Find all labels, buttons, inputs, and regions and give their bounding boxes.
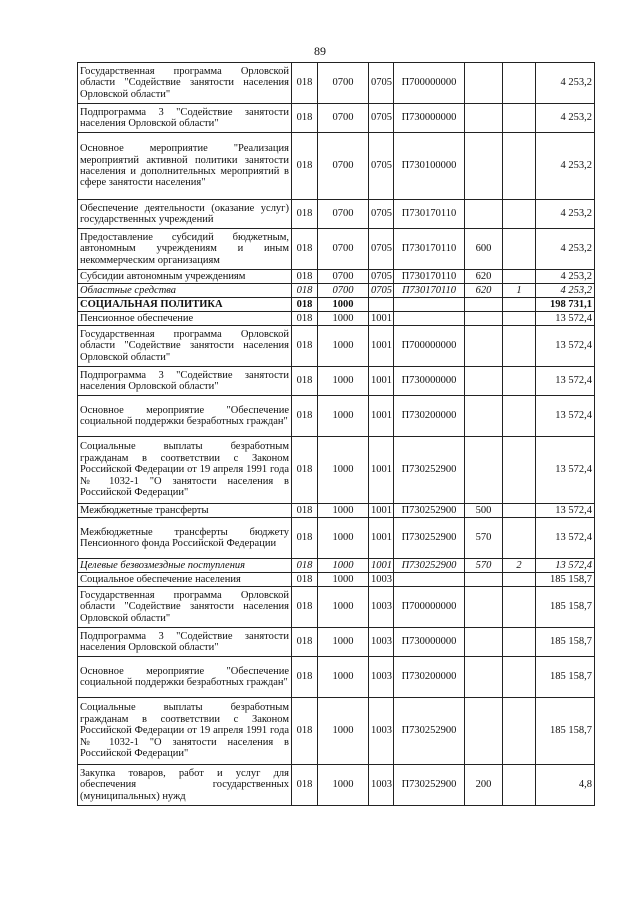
row-expense-type: 620 (465, 270, 503, 284)
row-name: Основное мероприятие "Обеспечение социальной поддержки безработных граждан" (78, 657, 292, 698)
row-funding-source: 2 (503, 559, 536, 573)
row-funding-source (503, 587, 536, 628)
row-expense-type (465, 63, 503, 104)
row-name: Обеспечение деятельности (оказание услуг) государственных учреждений (78, 200, 292, 229)
table-row (78, 63, 595, 104)
row-amount: 13 572,4 (536, 396, 595, 437)
row-expense-type: 600 (465, 229, 503, 270)
row-target-article: П700000000 (394, 326, 465, 367)
row-target-article: П730170110 (394, 270, 465, 284)
row-section-code: 1000 (318, 698, 369, 765)
row-subsection-code: 1003 (369, 587, 394, 628)
row-expense-type (465, 437, 503, 504)
row-expense-type (465, 573, 503, 587)
row-section-code: 1000 (318, 518, 369, 559)
row-ministry-code: 018 (292, 396, 318, 437)
table-row (78, 270, 595, 284)
row-subsection-code: 0705 (369, 270, 394, 284)
row-subsection-code: 1003 (369, 657, 394, 698)
table-row (78, 698, 595, 765)
row-name: Основное мероприятие "Реализация мероприятий активной политики занятости населения и дополнительных мероприятий в сфере занятости населения" (78, 133, 292, 200)
row-subsection-code: 1001 (369, 396, 394, 437)
row-name: Пенсионное обеспечение (78, 312, 292, 326)
row-funding-source (503, 63, 536, 104)
row-amount: 198 731,1 (536, 298, 595, 312)
row-target-article: П730000000 (394, 628, 465, 657)
row-subsection-code: 1003 (369, 765, 394, 806)
row-target-article: П730252900 (394, 698, 465, 765)
row-subsection-code: 1001 (369, 312, 394, 326)
row-amount: 4 253,2 (536, 284, 595, 298)
row-ministry-code: 018 (292, 298, 318, 312)
row-funding-source (503, 628, 536, 657)
row-target-article (394, 573, 465, 587)
table-row (78, 326, 595, 367)
row-amount: 185 158,7 (536, 573, 595, 587)
row-funding-source (503, 518, 536, 559)
table-row (78, 133, 595, 200)
row-amount: 4 253,2 (536, 270, 595, 284)
row-target-article: П730252900 (394, 765, 465, 806)
row-section-code: 1000 (318, 326, 369, 367)
row-section-code: 1000 (318, 765, 369, 806)
row-name: Подпрограмма 3 "Содействие занятости населения Орловской области" (78, 367, 292, 396)
row-subsection-code: 1001 (369, 367, 394, 396)
row-section-code: 0700 (318, 133, 369, 200)
page-number: 89 (314, 44, 326, 58)
row-funding-source (503, 104, 536, 133)
row-funding-source (503, 657, 536, 698)
row-section-code: 0700 (318, 104, 369, 133)
row-section-code: 1000 (318, 367, 369, 396)
row-section-code: 0700 (318, 63, 369, 104)
row-target-article: П730200000 (394, 657, 465, 698)
row-expense-type (465, 628, 503, 657)
row-funding-source (503, 298, 536, 312)
row-funding-source (503, 200, 536, 229)
row-amount: 13 572,4 (536, 437, 595, 504)
row-name: Основное мероприятие "Обеспечение социальной поддержки безработных граждан" (78, 396, 292, 437)
row-expense-type: 500 (465, 504, 503, 518)
row-ministry-code: 018 (292, 270, 318, 284)
table-row (78, 628, 595, 657)
row-expense-type (465, 298, 503, 312)
row-subsection-code: 1001 (369, 504, 394, 518)
row-expense-type (465, 326, 503, 367)
row-subsection-code: 1003 (369, 573, 394, 587)
row-target-article: П730252900 (394, 559, 465, 573)
table-row (78, 437, 595, 504)
row-name: Государственная программа Орловской области "Содействие занятости населения Орловской области" (78, 326, 292, 367)
row-amount: 4,8 (536, 765, 595, 806)
row-ministry-code: 018 (292, 437, 318, 504)
row-target-article: П730000000 (394, 104, 465, 133)
row-amount: 185 158,7 (536, 657, 595, 698)
row-subsection-code: 0705 (369, 63, 394, 104)
table-row (78, 504, 595, 518)
row-ministry-code: 018 (292, 587, 318, 628)
row-ministry-code: 018 (292, 133, 318, 200)
row-amount: 13 572,4 (536, 326, 595, 367)
row-funding-source: 1 (503, 284, 536, 298)
row-amount: 185 158,7 (536, 698, 595, 765)
row-name: Социальные выплаты безработным гражданам в соответствии с Законом Российской Федерации от 19 апреля 1991 года № 1032-1 "О занятости населения в Российской Федерации" (78, 437, 292, 504)
table-row (78, 396, 595, 437)
row-subsection-code: 0705 (369, 229, 394, 270)
row-section-code: 1000 (318, 657, 369, 698)
row-name: Подпрограмма 3 "Содействие занятости населения Орловской области" (78, 628, 292, 657)
row-funding-source (503, 326, 536, 367)
row-ministry-code: 018 (292, 312, 318, 326)
row-name: Социальное обеспечение населения (78, 573, 292, 587)
row-funding-source (503, 437, 536, 504)
table-row (78, 518, 595, 559)
row-section-code: 1000 (318, 504, 369, 518)
row-target-article (394, 298, 465, 312)
row-amount: 185 158,7 (536, 587, 595, 628)
row-funding-source (503, 312, 536, 326)
row-subsection-code: 0705 (369, 284, 394, 298)
table-row (78, 284, 595, 298)
table-row (78, 765, 595, 806)
row-ministry-code: 018 (292, 504, 318, 518)
row-expense-type (465, 657, 503, 698)
row-section-code: 1000 (318, 573, 369, 587)
row-funding-source (503, 698, 536, 765)
row-amount: 4 253,2 (536, 200, 595, 229)
row-amount: 13 572,4 (536, 518, 595, 559)
row-expense-type (465, 200, 503, 229)
table-row (78, 229, 595, 270)
row-target-article: П730252900 (394, 518, 465, 559)
row-funding-source (503, 367, 536, 396)
row-name: Предоставление субсидий бюджетным, автономным учреждениям и иным некоммерческим организациям (78, 229, 292, 270)
table-row (78, 298, 595, 312)
table-row (78, 200, 595, 229)
row-amount: 185 158,7 (536, 628, 595, 657)
row-section-code: 0700 (318, 284, 369, 298)
row-ministry-code: 018 (292, 63, 318, 104)
row-section-code: 1000 (318, 559, 369, 573)
row-ministry-code: 018 (292, 765, 318, 806)
row-funding-source (503, 270, 536, 284)
row-subsection-code: 0705 (369, 104, 394, 133)
row-ministry-code: 018 (292, 698, 318, 765)
row-amount: 13 572,4 (536, 559, 595, 573)
row-amount: 4 253,2 (536, 133, 595, 200)
row-subsection-code: 0705 (369, 200, 394, 229)
row-expense-type (465, 587, 503, 628)
row-section-code: 0700 (318, 229, 369, 270)
row-target-article: П730170110 (394, 200, 465, 229)
row-expense-type: 200 (465, 765, 503, 806)
row-ministry-code: 018 (292, 657, 318, 698)
table-row (78, 559, 595, 573)
row-section-code: 0700 (318, 200, 369, 229)
row-funding-source (503, 229, 536, 270)
row-amount: 4 253,2 (536, 104, 595, 133)
row-name: Областные средства (78, 284, 292, 298)
row-target-article: П730252900 (394, 437, 465, 504)
row-section-code: 0700 (318, 270, 369, 284)
row-subsection-code: 0705 (369, 133, 394, 200)
row-section-code: 1000 (318, 298, 369, 312)
row-name: Государственная программа Орловской области "Содействие занятости населения Орловской области" (78, 587, 292, 628)
row-ministry-code: 018 (292, 284, 318, 298)
row-ministry-code: 018 (292, 518, 318, 559)
row-expense-type (465, 312, 503, 326)
row-ministry-code: 018 (292, 326, 318, 367)
row-ministry-code: 018 (292, 367, 318, 396)
row-target-article: П730170110 (394, 284, 465, 298)
row-expense-type (465, 396, 503, 437)
table-row (78, 104, 595, 133)
row-expense-type (465, 133, 503, 200)
row-target-article: П730000000 (394, 367, 465, 396)
row-target-article: П700000000 (394, 587, 465, 628)
row-amount: 13 572,4 (536, 504, 595, 518)
table-row (78, 367, 595, 396)
row-target-article: П730100000 (394, 133, 465, 200)
row-section-code: 1000 (318, 587, 369, 628)
row-amount: 4 253,2 (536, 63, 595, 104)
row-section-code: 1000 (318, 628, 369, 657)
table-row (78, 657, 595, 698)
row-subsection-code (369, 298, 394, 312)
table-row (78, 312, 595, 326)
row-expense-type: 570 (465, 559, 503, 573)
row-amount: 4 253,2 (536, 229, 595, 270)
row-expense-type (465, 104, 503, 133)
table-row (78, 573, 595, 587)
row-ministry-code: 018 (292, 200, 318, 229)
row-ministry-code: 018 (292, 573, 318, 587)
row-expense-type: 570 (465, 518, 503, 559)
row-name: Целевые безвозмездные поступления (78, 559, 292, 573)
row-name: Субсидии автономным учреждениям (78, 270, 292, 284)
row-ministry-code: 018 (292, 628, 318, 657)
row-target-article: П730170110 (394, 229, 465, 270)
row-expense-type (465, 367, 503, 396)
row-name: СОЦИАЛЬНАЯ ПОЛИТИКА (78, 298, 292, 312)
row-name: Социальные выплаты безработным гражданам в соответствии с Законом Российской Федерации от 19 апреля 1991 года № 1032-1 "О занятости населения в Российской Федерации" (78, 698, 292, 765)
row-target-article: П730252900 (394, 504, 465, 518)
row-expense-type: 620 (465, 284, 503, 298)
row-target-article: П730200000 (394, 396, 465, 437)
row-funding-source (503, 133, 536, 200)
row-subsection-code: 1001 (369, 518, 394, 559)
row-ministry-code: 018 (292, 104, 318, 133)
row-section-code: 1000 (318, 396, 369, 437)
row-ministry-code: 018 (292, 229, 318, 270)
row-funding-source (503, 504, 536, 518)
row-name: Государственная программа Орловской области "Содействие занятости населения Орловской области" (78, 63, 292, 104)
row-subsection-code: 1003 (369, 628, 394, 657)
row-name: Подпрограмма 3 "Содействие занятости населения Орловской области" (78, 104, 292, 133)
row-target-article: П700000000 (394, 63, 465, 104)
row-subsection-code: 1001 (369, 326, 394, 367)
row-target-article (394, 312, 465, 326)
row-subsection-code: 1001 (369, 559, 394, 573)
row-subsection-code: 1003 (369, 698, 394, 765)
row-name: Межбюджетные трансферты (78, 504, 292, 518)
row-name: Закупка товаров, работ и услуг для обеспечения государственных (муниципальных) нужд (78, 765, 292, 806)
table-row (78, 587, 595, 628)
row-section-code: 1000 (318, 437, 369, 504)
row-funding-source (503, 765, 536, 806)
row-funding-source (503, 396, 536, 437)
row-funding-source (503, 573, 536, 587)
row-name: Межбюджетные трансферты бюджету Пенсионного фонда Российской Федерации (78, 518, 292, 559)
row-ministry-code: 018 (292, 559, 318, 573)
row-subsection-code: 1001 (369, 437, 394, 504)
row-expense-type (465, 698, 503, 765)
budget-table (77, 62, 595, 806)
row-section-code: 1000 (318, 312, 369, 326)
row-amount: 13 572,4 (536, 367, 595, 396)
row-amount: 13 572,4 (536, 312, 595, 326)
